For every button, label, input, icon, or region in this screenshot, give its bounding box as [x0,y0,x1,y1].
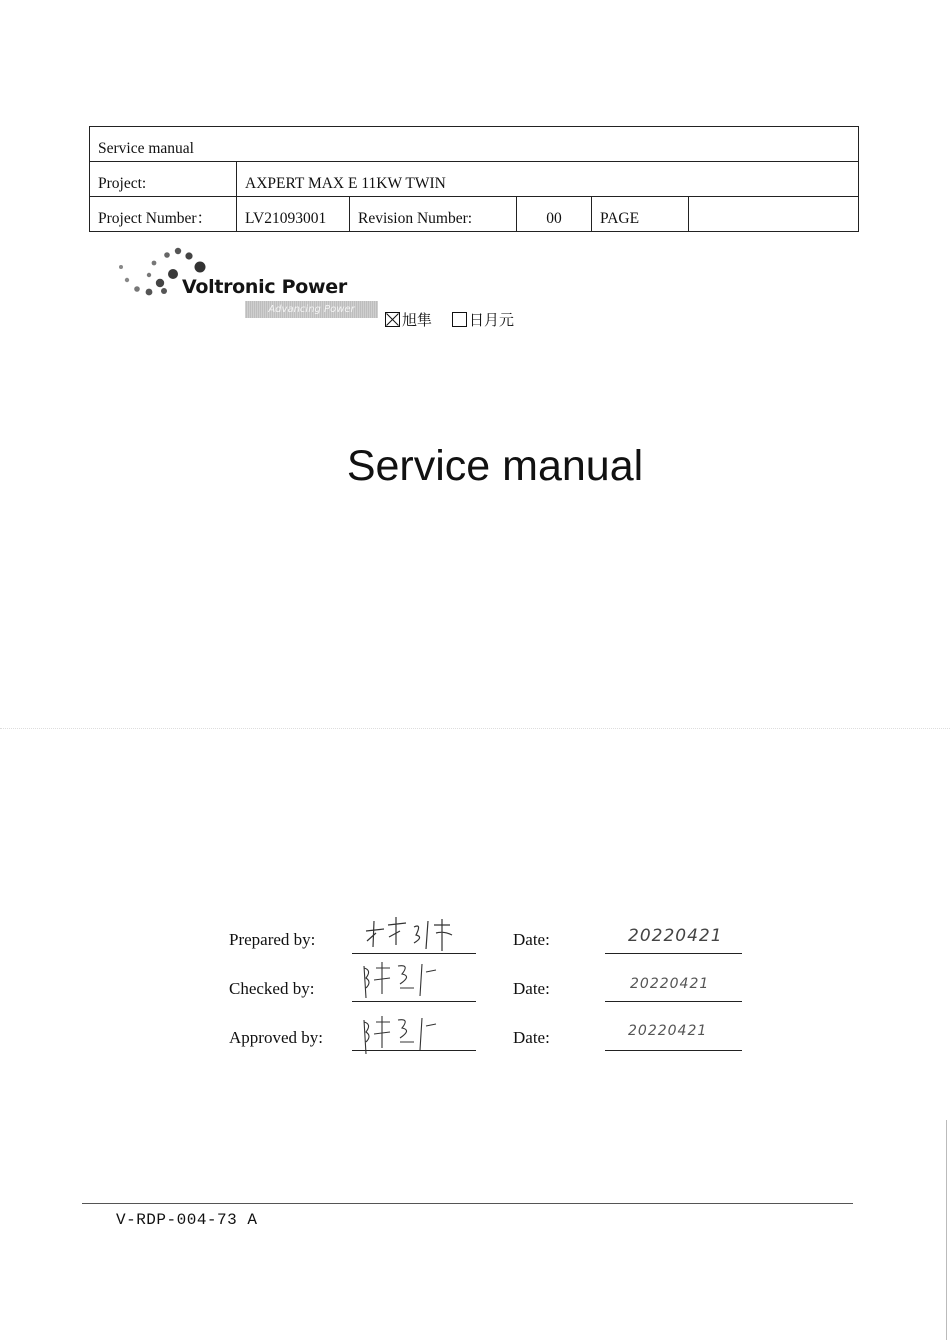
checked-signature-icon [360,958,440,1002]
revision-label: Revision Number: [350,197,517,232]
header-doc-type: Service manual [90,127,859,162]
approved-date-value: 20220421 [628,1023,708,1039]
approved-date-line [605,1050,742,1051]
document-code: V-RDP-004-73 A [116,1211,258,1229]
prepared-date-label: Date: [513,930,550,949]
checked-date-value: 20220421 [630,976,710,992]
checked-date-label: Date: [513,979,550,998]
approved-by-label: Approved by: [229,1028,323,1047]
revision-value: 00 [517,197,592,232]
page-label: PAGE [592,197,689,232]
approved-date-label: Date: [513,1028,550,1047]
logo-brand-text: Voltronic Power [182,276,347,298]
company-option-label: 旭隼 [402,311,433,329]
company-option-1[interactable] [385,309,432,330]
document-title: Service manual [346,442,644,490]
page-value [689,197,859,232]
company-option-2[interactable] [452,309,514,330]
unchecked-box-icon [452,312,467,327]
project-number-value: LV21093001 [237,197,350,232]
scan-artifact-line [0,728,950,729]
prepared-date-value: 20220421 [628,926,723,946]
checked-date-line [605,1001,742,1002]
footer-divider [82,1203,853,1204]
checked-box-icon [385,312,400,327]
project-value: AXPERT MAX E 11KW TWIN [237,162,859,197]
prepared-by-line [352,953,476,954]
scan-edge-artifact [946,1120,947,1340]
project-number-label: Project Number： [90,197,237,232]
prepared-date-line [605,953,742,954]
logo-tagline: Advancing Power [245,301,378,318]
prepared-signature-icon [362,913,462,953]
company-option-label: 日月元 [469,311,515,329]
project-label: Project: [90,162,237,197]
document-header-table [89,126,859,232]
approved-signature-icon [360,1010,440,1060]
prepared-by-label: Prepared by: [229,930,316,949]
checked-by-label: Checked by: [229,979,315,998]
